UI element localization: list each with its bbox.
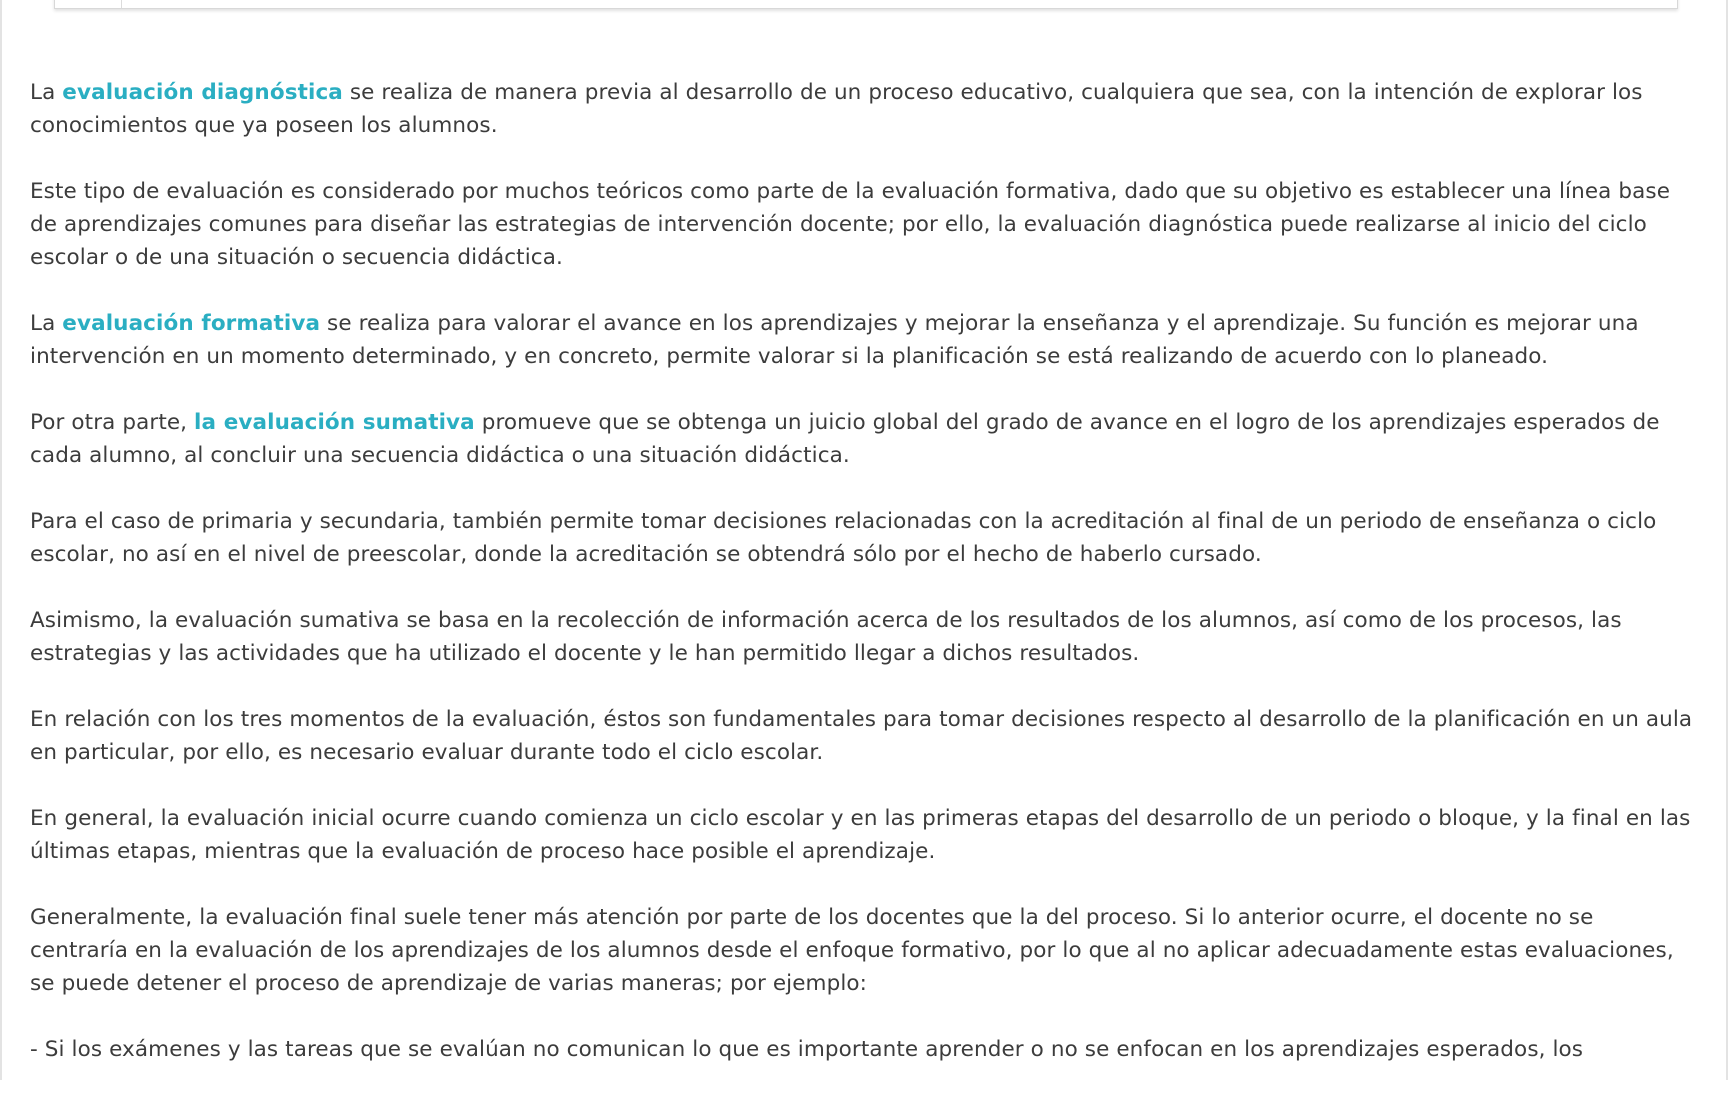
highlighted-term: la evaluación sumativa <box>194 410 475 435</box>
paragraph-text: - Si los exámenes y las tareas que se evalúan no comunican lo que es importante aprender o no se enfocan en los aprendizajes esperados, los <box>30 1037 1584 1062</box>
highlighted-term: evaluación diagnóstica <box>62 80 343 105</box>
paragraph <box>30 505 1698 571</box>
paragraph-text: Para el caso de primaria y secundaria, también permite tomar decisiones relacionadas con la acreditación al final de un periodo de enseñanza o ciclo escolar, no así en el nivel de preescolar, donde la acreditación se obtendrá sólo por el hecho de haberlo cursado. <box>30 509 1657 567</box>
top-toolbar-box <box>54 0 1678 9</box>
paragraph-text: se realiza de manera previa al desarrollo de un proceso educativo, cualquiera que sea, con la intención de explorar los conocimientos que ya poseen los alumnos. <box>30 80 1643 138</box>
article-body <box>30 76 1698 1099</box>
paragraph <box>30 175 1698 274</box>
paragraph-text: En relación con los tres momentos de la evaluación, éstos son fundamentales para tomar decisiones respecto al desarrollo de la planificación en un aula en particular, por ello, es necesario evaluar durante todo el ciclo escolar. <box>30 707 1693 765</box>
paragraph <box>30 703 1698 769</box>
paragraph-text: se realiza para valorar el avance en los aprendizajes y mejorar la enseñanza y el aprendizaje. Su función es mejorar una intervención en un momento determinado, y en concreto, permite valorar si la planificación se está realizando de acuerdo con lo planeado. <box>30 311 1639 369</box>
paragraph-text: En general, la evaluación inicial ocurre cuando comienza un ciclo escolar y en las primeras etapas del desarrollo de un periodo o bloque, y la final en las últimas etapas, mientras que la evaluación de proceso hace posible el aprendizaje. <box>30 806 1691 864</box>
paragraph-text: Por otra parte, <box>30 410 195 435</box>
paragraph-text: Este tipo de evaluación es considerado por muchos teóricos como parte de la evaluación formativa, dado que su objetivo es establecer una línea base de aprendizajes comunes para diseñar las estrategias de intervención docente; por ello, la evaluación diagnóstica puede realizarse al inicio del ciclo escolar o de una situación o secuencia didáctica. <box>30 179 1671 270</box>
paragraph <box>30 307 1698 373</box>
paragraph-text: La <box>30 80 63 105</box>
paragraph-text: La <box>30 311 63 336</box>
paragraph <box>30 901 1698 1000</box>
paragraph <box>30 802 1698 868</box>
paragraph <box>30 76 1698 142</box>
paragraph-text: Generalmente, la evaluación final suele tener más atención por parte de los docentes que la del proceso. Si lo anterior ocurre, el docente no se centraría en la evaluación de los aprendizajes de los alumnos desde el enfoque formativo, por lo que al no aplicar adecuadamente estas evaluaciones, se puede detener el proceso de aprendizaje de varias maneras; por ejemplo: <box>30 905 1674 996</box>
paragraph <box>30 406 1698 472</box>
toolbar-divider <box>121 0 122 8</box>
paragraph-text: promueve que se obtenga un juicio global del grado de avance en el logro de los aprendizajes esperados de cada alumno, al concluir una secuencia didáctica o una situación didáctica. <box>30 410 1660 468</box>
highlighted-term: evaluación formativa <box>62 311 321 336</box>
paragraph <box>30 604 1698 670</box>
paragraph-text: Asimismo, la evaluación sumativa se basa en la recolección de información acerca de los resultados de los alumnos, así como de los procesos, las estrategias y las actividades que ha utilizado el docente y le han permitido llegar a dichos resultados. <box>30 608 1622 666</box>
paragraph <box>30 1033 1698 1066</box>
